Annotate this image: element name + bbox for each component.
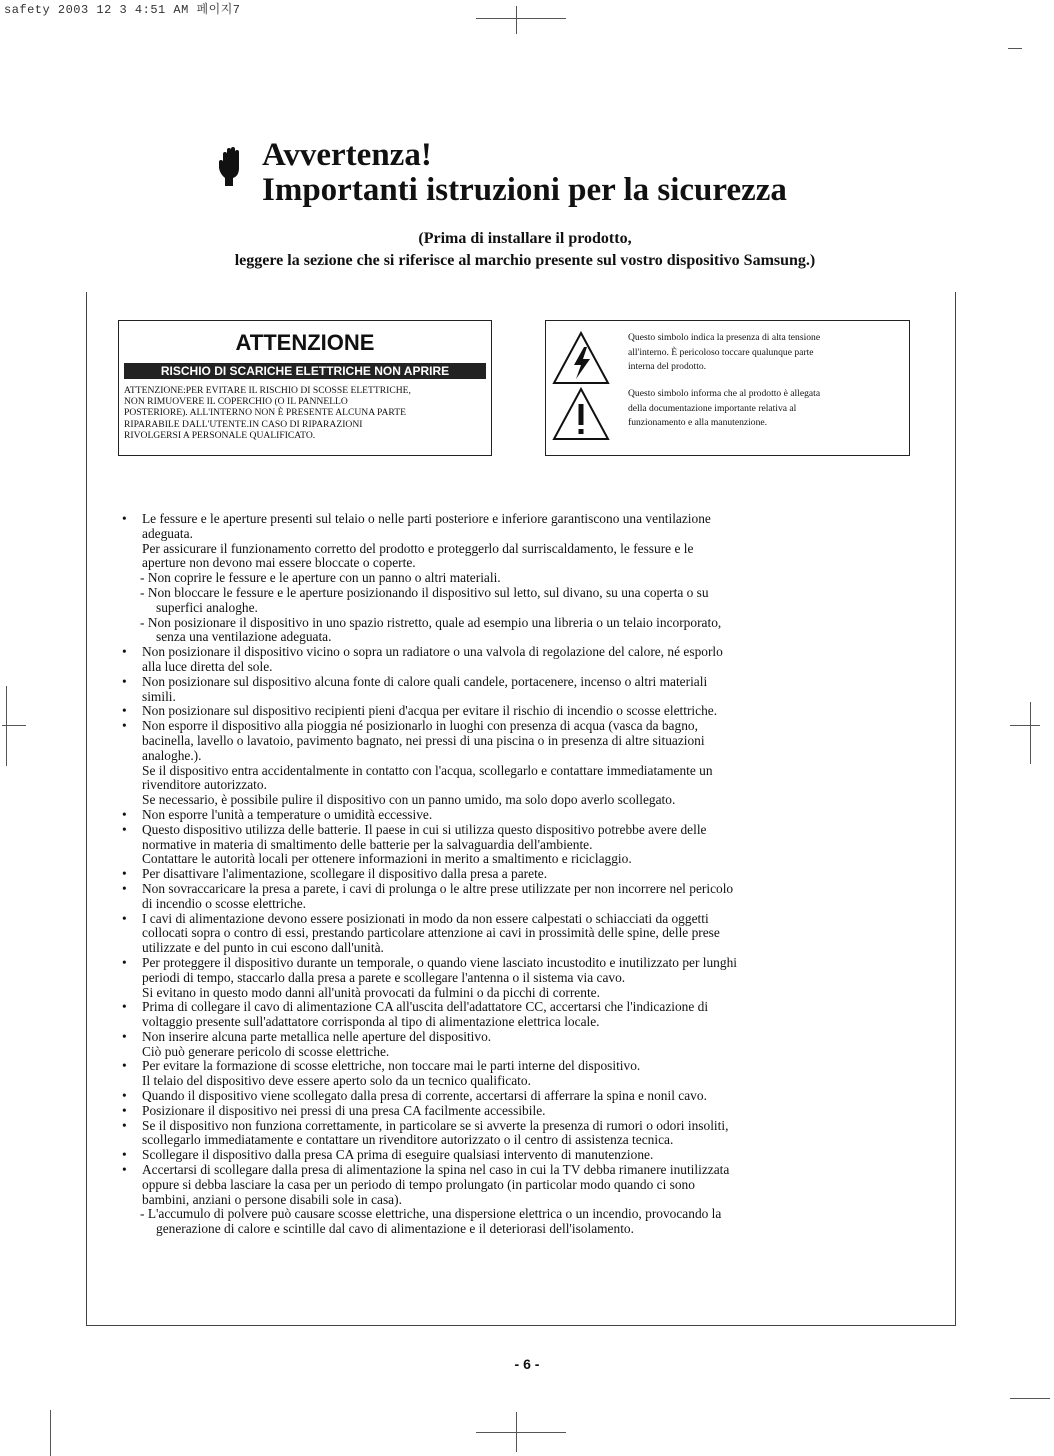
crop-mark-top bbox=[476, 18, 566, 19]
hand-warning-icon bbox=[218, 146, 244, 186]
caution-line: NON RIMUOVERE IL COPERCHIO (O IL PANNELLO bbox=[124, 396, 348, 408]
frame-right-border bbox=[955, 292, 956, 1326]
caution-line: RIVOLGERSI A PERSONALE QUALIFICATO. bbox=[124, 429, 316, 441]
instruction-line: Il telaio del dispositivo deve essere aperto solo da un tecnico qualificato. bbox=[142, 1073, 531, 1089]
instruction-line: Se necessario, è possibile pulire il dispositivo con un panno umido, ma solo dopo averlo scollegato. bbox=[142, 792, 676, 808]
instruction-line: bambini, anziani o persone disabili sole in casa). bbox=[142, 1191, 402, 1207]
instruction-line: • Non sovraccaricare la presa a parete, i cavi di prolunga o le altre prese utilizzate per non incorrere nel pericolo bbox=[118, 882, 918, 897]
instruction-line: • Scollegare il dispositivo dalla presa CA prima di eseguire qualsiasi intervento di manutenzione. bbox=[118, 1148, 918, 1163]
print-header-stamp: safety 2003 12 3 4:51 AM 페이지7 bbox=[4, 3, 241, 17]
title-line-2: Importanti istruzioni per la sicurezza bbox=[262, 172, 787, 208]
caution-line: RIPARABILE DALL'UTENTE.IN CASO DI RIPARAZIONI bbox=[124, 418, 363, 430]
instruction-line: Per assicurare il funzionamento corretto del prodotto e proteggerlo dal surriscaldamento, le fessure e le bbox=[142, 540, 694, 556]
instruction-line: generazione di calore e scintille dal cavo di alimentazione e il deteriorasi dell'isolamento. bbox=[156, 1221, 634, 1237]
symbol-text-line: funzionamento e alla manutenzione. bbox=[628, 417, 768, 428]
instructions-list bbox=[118, 512, 918, 1237]
instruction-line: aperture non devono mai essere bloccate o coperte. bbox=[142, 555, 416, 571]
crop-mark-bottom bbox=[476, 1432, 566, 1433]
instruction-line: • Se il dispositivo non funziona correttamente, in particolare se si avverte la presenza di rumori o odori insoliti, bbox=[118, 1119, 918, 1134]
subtitle-line-1: (Prima di installare il prodotto, bbox=[418, 230, 632, 247]
instruction-line: senza una ventilazione adeguata. bbox=[156, 629, 332, 645]
instruction-line: rivenditore autorizzato. bbox=[142, 777, 267, 793]
instruction-line: • Non posizionare il dispositivo vicino o sopra un radiatore o una valvola di regolazione del calore, né esporlo bbox=[118, 645, 918, 660]
instruction-line: adeguata. bbox=[142, 525, 193, 541]
caution-warning-bar: RISCHIO DI SCARICHE ELETTRICHE NON APRIRE bbox=[124, 363, 486, 379]
instruction-line: • Per evitare la formazione di scosse elettriche, non toccare mai le parti interne del dispositivo. bbox=[118, 1059, 918, 1074]
symbol-text-line: Questo simbolo indica la presenza di alta tensione bbox=[628, 332, 821, 343]
instruction-line: - Non coprire le fessure e le aperture con un panno o altri materiali. bbox=[118, 571, 918, 586]
instruction-line: Contattare le autorità locali per ottenere informazioni in merito a smaltimento e riciclaggio. bbox=[142, 851, 632, 867]
caution-line: POSTERIORE). ALL'INTERNO NON È PRESENTE ALCUNA PARTE bbox=[124, 407, 406, 419]
exclamation-triangle-icon bbox=[552, 387, 610, 441]
crop-mark-top-vertical bbox=[516, 6, 517, 34]
page-number: - 6 - bbox=[514, 1356, 540, 1372]
instruction-line: • Non inserire alcuna parte metallica nelle aperture del dispositivo. bbox=[118, 1030, 918, 1045]
instruction-line: • Questo dispositivo utilizza delle batterie. Il paese in cui si utilizza questo dispositivo potrebbe avere delle bbox=[118, 823, 918, 838]
instruction-line: scollegarlo immediatamente e contattare un rivenditore autorizzato o il centro di assistenza tecnica. bbox=[142, 1132, 674, 1148]
crop-mark-left bbox=[6, 686, 7, 766]
symbol-text-line: interna del prodotto. bbox=[628, 361, 707, 372]
instruction-line: - Non posizionare il dispositivo in uno spazio ristretto, quale ad esempio una libreria o un telaio incorporato, bbox=[118, 616, 918, 631]
symbol-text-line: Questo simbolo informa che al prodotto è allegata bbox=[628, 388, 821, 399]
symbol-description bbox=[628, 387, 904, 431]
instruction-line: voltaggio presente sull'adattatore corrisponda al tipo di alimentazione elettrica locale. bbox=[142, 1014, 600, 1030]
instruction-line: • Le fessure e le aperture presenti sul telaio o nelle parti posteriore e inferiore garantiscono una ventilazione bbox=[118, 512, 918, 527]
subtitle bbox=[120, 228, 930, 272]
instruction-line: • Per proteggere il dispositivo durante un temporale, o quando viene lasciato incustodito e inutilizzato per lunghi bbox=[118, 956, 918, 971]
instruction-line: • Per disattivare l'alimentazione, scollegare il dispositivo dalla presa a parete. bbox=[118, 867, 918, 882]
instruction-line: • I cavi di alimentazione devono essere posizionati in modo da non essere calpestati o schiacciati da oggetti bbox=[118, 912, 918, 927]
frame-left-border bbox=[86, 292, 87, 1326]
crop-mark-bottom-vertical bbox=[516, 1412, 517, 1452]
subtitle-line-2: leggere la sezione che si riferisce al marchio presente sul vostro dispositivo Samsung.) bbox=[234, 252, 816, 269]
frame-bottom-border bbox=[86, 1325, 956, 1326]
caution-label-box bbox=[118, 320, 492, 456]
caution-text bbox=[124, 385, 485, 441]
instruction-line: Se il dispositivo entra accidentalmente in contatto con l'acqua, scollegarlo e contattare immediatamente un bbox=[142, 762, 713, 778]
instruction-line: • Non posizionare sul dispositivo alcuna fonte di calore quali candele, portacenere, incenso o altri materiali bbox=[118, 675, 918, 690]
symbols-legend-box bbox=[545, 320, 910, 456]
instruction-line: utilizzate e del punto in cui escono dall'unità. bbox=[142, 940, 384, 956]
instruction-line: Ciò può generare pericolo di scosse elettriche. bbox=[142, 1043, 390, 1059]
crop-mark-top-right bbox=[1008, 48, 1022, 49]
instruction-line: alla luce diretta del sole. bbox=[142, 658, 273, 674]
instruction-line: • Non esporre il dispositivo alla pioggia né posizionarlo in luoghi con presenza di acqua (vasca da bagno, bbox=[118, 719, 918, 734]
instruction-line: normative in materia di smaltimento delle batterie per la salvaguardia dell'ambiente. bbox=[142, 836, 593, 852]
instruction-line: • Prima di collegare il cavo di alimentazione CA all'uscita dell'adattatore CC, accertarsi che l'indicazione di bbox=[118, 1000, 918, 1015]
instruction-line: • Posizionare il dispositivo nei pressi di una presa CA facilmente accessibile. bbox=[118, 1104, 918, 1119]
instruction-line: bacinella, lavello o lavatoio, pavimento bagnato, nei pressi di una piscina o in presenza di altre situazioni bbox=[142, 732, 705, 748]
symbol-text-line: della documentazione importante relativa al bbox=[628, 402, 797, 414]
instruction-line: • Accertarsi di scollegare dalla presa di alimentazione la spina nel caso in cui la TV debba rimanere inutilizzata bbox=[118, 1163, 918, 1178]
lightning-triangle-icon bbox=[552, 331, 610, 385]
title-line-1: Avvertenza! bbox=[262, 137, 432, 173]
symbol-text-line: all'interno. È pericoloso toccare qualunque parte bbox=[628, 346, 814, 358]
instruction-line: superfici analoghe. bbox=[156, 599, 258, 615]
instruction-line: periodi di tempo, staccarlo dalla presa a parete e scollegare l'antenna o il sistema via cavo. bbox=[142, 969, 626, 985]
instruction-line: simili. bbox=[142, 688, 176, 704]
instruction-line: • Non posizionare sul dispositivo recipienti pieni d'acqua per evitare il rischio di incendio o scosse elettriche. bbox=[118, 704, 918, 719]
instruction-line: collocati sopra o contro di essi, prestando particolare attenzione ai cavi in prossimità delle spine, delle prese bbox=[142, 925, 720, 941]
crop-mark-bottom-right bbox=[1010, 1398, 1050, 1399]
crop-mark-left-h bbox=[2, 725, 26, 726]
caution-line: ATTENZIONE:PER EVITARE IL RISCHIO DI SCOSSE ELETTRICHE, bbox=[124, 385, 411, 396]
page-title bbox=[218, 138, 787, 208]
safety-instructions bbox=[118, 512, 918, 1237]
caution-title: ATTENZIONE bbox=[235, 330, 375, 355]
instruction-line: • Non esporre l'unità a temperature o umidità eccessive. bbox=[118, 808, 918, 823]
crop-mark-right bbox=[1030, 702, 1031, 764]
symbol-description bbox=[628, 331, 904, 375]
instruction-line: • Quando il dispositivo viene scollegato dalla presa di corrente, accertarsi di afferrare la spina e nonil cavo. bbox=[118, 1089, 918, 1104]
instruction-line: di incendio o scosse elettriche. bbox=[142, 895, 306, 911]
instruction-line: - L'accumulo di polvere può causare scosse elettriche, una dispersione elettrica o un incendio, provocando la bbox=[118, 1207, 918, 1222]
crop-mark-right-h bbox=[1010, 725, 1040, 726]
crop-mark-bottom-left bbox=[50, 1410, 51, 1456]
instruction-line: analoghe.). bbox=[142, 747, 202, 763]
instruction-line: Si evitano in questo modo danni all'unità provocati da fulmini o da picchi di corrente. bbox=[142, 984, 600, 1000]
instruction-line: oppure si debba lasciare la casa per un periodo di tempo prolungato (in particolar modo quando ci sono bbox=[142, 1176, 695, 1192]
instruction-line: - Non bloccare le fessure e le aperture posizionando il dispositivo sul letto, sul divano, su una coperta o su bbox=[118, 586, 918, 601]
